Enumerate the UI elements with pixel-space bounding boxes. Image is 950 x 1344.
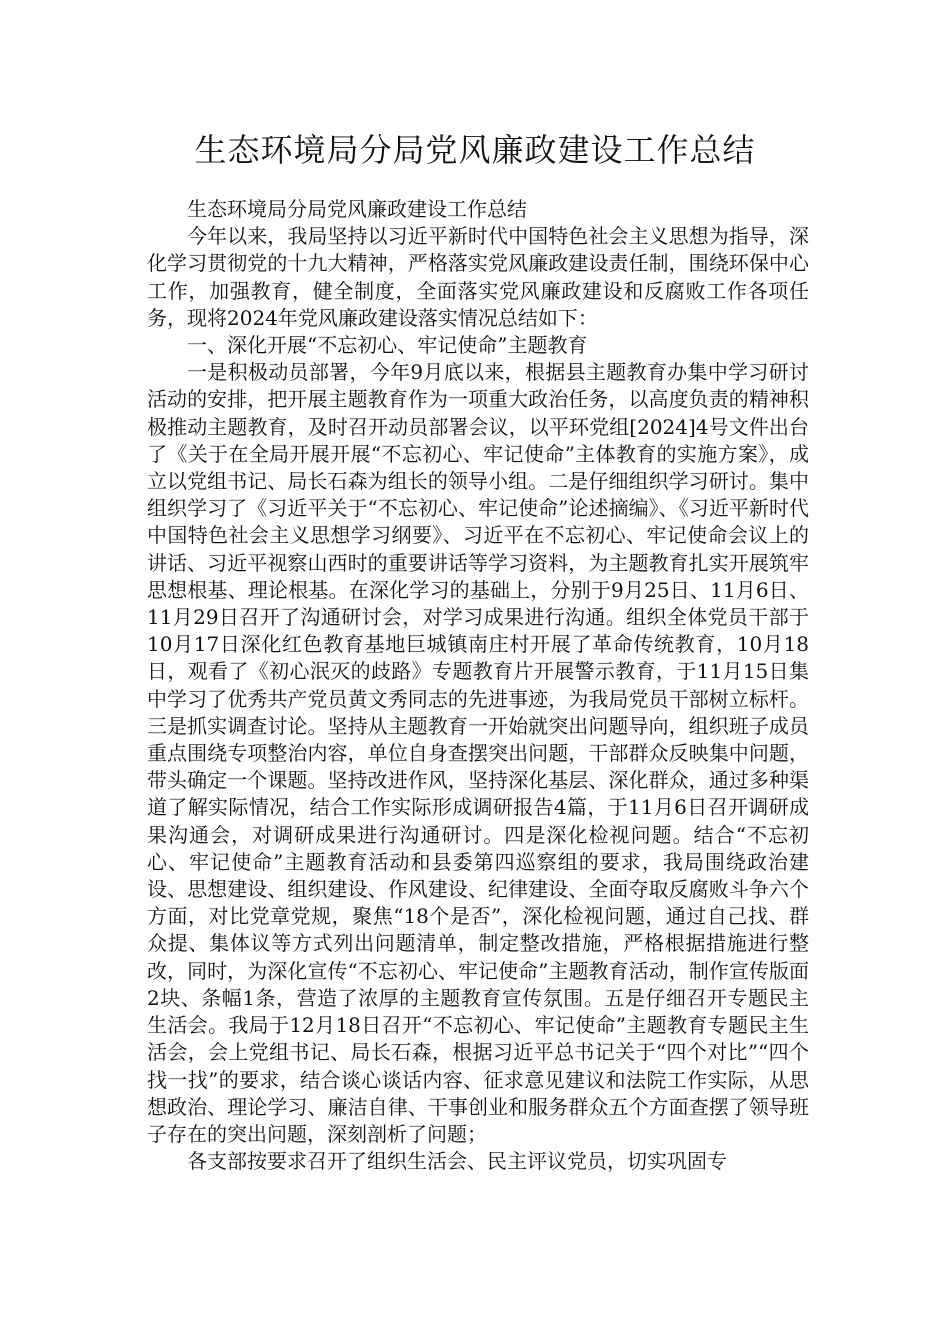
body-paragraph-continued: 各支部按要求召开了组织生活会、民主评议党员，切实巩固专 — [187, 1149, 727, 1174]
document-body — [147, 196, 809, 1175]
document-title: 生态环境局分局党风廉政建设工作总结 — [194, 131, 756, 169]
section-heading-1: 一、深化开展“不忘初心、牢记使命”主题教育 — [187, 333, 588, 358]
body-paragraph-heading: 生态环境局分局党风廉政建设工作总结 — [187, 197, 527, 221]
body-paragraph-section-1: 一是积极动员部署，今年9月底以来，根据县主题教育办集中学习研讨活动的安排，把开展主题教育作为一项重大政治任务，以高度负责的精神积极推动主题教育，及时召开动员部署会议，以平环党组[2024]4号文件出台了《关于在全局开展开展“不忘初心、牢记使命”主体教育的实施方案》，成立以党组书记、局长石森为组长的领导小组。二是仔细组织学习研讨。集中组织学习了《习近平关于“不忘初心、牢记使命”论述摘编》、《习近平新时代中国特色社会主义思想学习纲要》、习近平在不忘初心、牢记使命会议上的讲话、习近平视察山西时的重要讲话等学习资料，为主题教育扎实开展筑牢思想根基、理论根基。在深化学习的基础上，分别于9月25日、11月6日、11月29日召开了沟通研讨会，对学习成果进行沟通。组织全体党员干部于10月17日深化红色教育基地巨城镇南庄村开展了革命传统教育，10月18日，观看了《初心泯灭的歧路》专题教育片开展警示教育，于11月15日集中学习了优秀共产党员黄文秀同志的先进事迹，为我局党员干部树立标杆。三是抓实调查讨论。坚持从主题教育一开始就突出问题导向，组织班子成员重点围绕专项整治内容，单位自身查摆突出问题，干部群众反映集中问题，带头确定一个课题。坚持改进作风，坚持深化基层、深化群众，通过多种渠道了解实际情况，结合工作实际形成调研报告4篇，于11月6日召开调研成果沟通会，对调研成果进行沟通研讨。四是深化检视问题。结合“不忘初心、牢记使命”主题教育活动和县委第四巡察组的要求，我局围绕政治建设、思想建设、组织建设、作风建设、纪律建设、全面夺取反腐败斗争六个方面，对比党章党规，聚焦“18个是否”，深化检视问题，通过自己找、群众提、集体议等方式列出问题清单，制定整改措施，严格根据措施进行整改，同时，为深化宣传“不忘初心、牢记使命”主题教育活动，制作宣传版面2块、条幅1条，营造了浓厚的主题教育宣传氛围。五是仔细召开专题民主生活会。我局于12月18日召开“不忘初心、牢记使命”主题教育专题民主生活会，会上党组书记、局长石森，根据习近平总书记关于“四个对比”“四个找一找”的要求，结合谈心谈话内容、征求意见建议和法院工作实际，从思想政治、理论学习、廉洁自律、干事创业和服务群众五个方面查摆了领导班子存在的突出问题，深刻剖析了问题； — [147, 360, 809, 1146]
body-paragraph-intro: 今年以来，我局坚持以习近平新时代中国特色社会主义思想为指导，深化学习贯彻党的十九大精神，严格落实党风廉政建设责任制，围绕环保中心工作，加强教育，健全制度，全面落实党风廉政建设和反腐败工作各项任务，现将2024年党风廉政建设落实情况总结如下： — [147, 224, 809, 330]
